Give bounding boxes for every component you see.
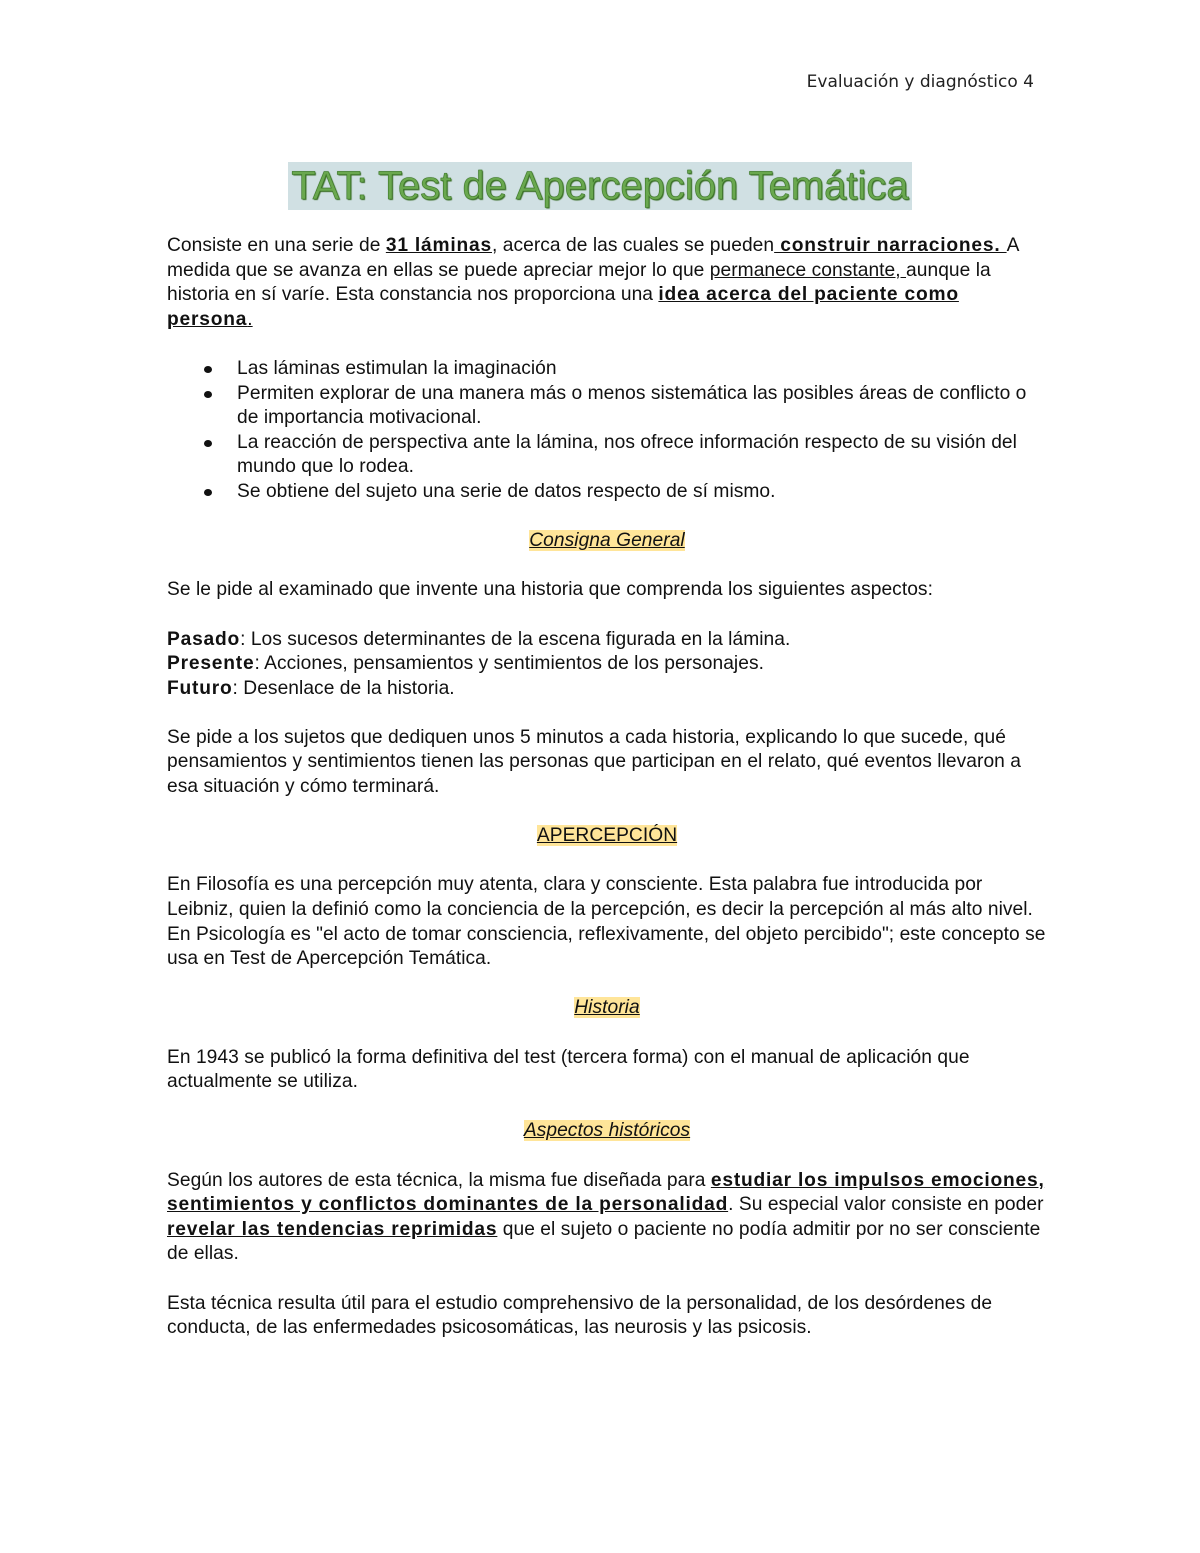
intro-bold-laminas: 31 láminas — [385, 235, 492, 256]
bullet-icon — [204, 366, 212, 373]
title-wrap — [0, 162, 1200, 210]
list-item — [167, 357, 1047, 382]
intro-paragraph — [167, 234, 1047, 332]
bullet-list — [167, 357, 1047, 505]
aspectos-bold-reprimidas: revelar las tendencias reprimidas — [167, 1218, 498, 1240]
list-item — [167, 431, 1047, 480]
intro-text-2: , acerca de las cuales se pueden — [491, 235, 775, 256]
presente-text: : Acciones, pensamientos y sentimientos de los personajes. — [254, 653, 764, 675]
bullet-icon — [204, 391, 212, 398]
consigna-intro: Se le pide al examinado que invente una historia que comprenda los siguientes aspectos: — [167, 579, 933, 601]
section-heading-historia: Historia — [574, 997, 640, 1019]
page-title: TAT: Test de Apercepción Temática — [288, 162, 911, 210]
presente-label: Presente — [167, 653, 255, 675]
section-heading-apercepcion: APERCEPCIÓN — [536, 825, 678, 847]
section-heading-consigna: Consigna General — [529, 530, 685, 552]
intro-text-5: . — [247, 308, 253, 330]
list-item-text: Las láminas estimulan la imaginación — [237, 357, 557, 379]
pasado-text: : Los sucesos determinantes de la escena figurada en la lámina. — [240, 628, 791, 650]
aspectos-paragraph-2: Esta técnica resulta útil para el estudio comprehensivo de la personalidad, de los desórdenes de conducta, de las enfermedades psicosomáticas, las neurosis y las psicosis. — [167, 1292, 993, 1339]
intro-text-4: aunque la historia en sí varíe. Esta constancia nos proporciona una — [167, 259, 991, 306]
bullet-icon — [204, 489, 212, 496]
consigna-paragraph: Se pide a los sujetos que dediquen unos 5 minutos a cada historia, explicando lo que sucede, qué pensamientos y sentimientos tienen las personas que participan en el relato, qué eventos llevaron a esa situación y cómo terminará. — [167, 726, 1021, 798]
intro-bold-idea: idea acerca del paciente como persona — [167, 284, 959, 330]
consigna-futuro — [167, 677, 1047, 702]
list-item-text: Permiten explorar de una manera más o menos sistemática las posibles áreas de conflicto o de importancia motivacional. — [237, 382, 1027, 429]
list-item — [167, 480, 1047, 505]
apercepcion-paragraph-1: En Filosofía es una percepción muy atenta, clara y consciente. Esta palabra fue introducida por Leibniz, quien la definió como la conciencia de la percepción, es decir la percepción al más alto nivel. — [167, 874, 1033, 921]
page-header: Evaluación y diagnóstico 4 — [806, 72, 1034, 92]
futuro-text: : Desenlace de la historia. — [232, 677, 455, 699]
consigna-presente — [167, 652, 1047, 677]
document-body — [167, 234, 1047, 1341]
consigna-pasado — [167, 628, 1047, 653]
list-item — [167, 382, 1047, 431]
intro-text-3: A medida que se avanza en ellas se puede apreciar mejor lo que — [167, 235, 1019, 281]
intro-bold-narraciones: construir narraciones. — [774, 235, 1007, 256]
pasado-label: Pasado — [167, 628, 241, 650]
section-heading-aspectos: Aspectos históricos — [523, 1120, 691, 1142]
aspectos-text-3: que el sujeto o paciente no podía admitir por no ser consciente de ellas. — [167, 1218, 1041, 1265]
apercepcion-paragraph-2: En Psicología es "el acto de tomar consciencia, reflexivamente, del objeto percibido"; este concepto se usa en Test de Apercepción Temática. — [167, 923, 1046, 970]
intro-underline-constante: permanece constante, — [709, 259, 907, 281]
aspectos-paragraph-1 — [167, 1169, 1047, 1267]
aspectos-text-2: . Su especial valor consiste en poder — [728, 1194, 1044, 1216]
list-item-text: La reacción de perspectiva ante la lámina, nos ofrece información respecto de su visión del mundo que lo rodea. — [237, 431, 1017, 478]
historia-paragraph: En 1943 se publicó la forma definitiva del test (tercera forma) con el manual de aplicación que actualmente se utiliza. — [167, 1046, 970, 1093]
bullet-icon — [204, 440, 212, 447]
intro-text-1: Consiste en una serie de — [167, 235, 386, 256]
futuro-label: Futuro — [167, 677, 233, 699]
list-item-text: Se obtiene del sujeto una serie de datos respecto de sí mismo. — [237, 480, 776, 502]
aspectos-text-1: Según los autores de esta técnica, la misma fue diseñada para — [167, 1169, 711, 1191]
aspectos-bold-impulsos: estudiar los impulsos emociones, sentimientos y conflictos dominantes de la personalidad — [167, 1169, 1045, 1216]
